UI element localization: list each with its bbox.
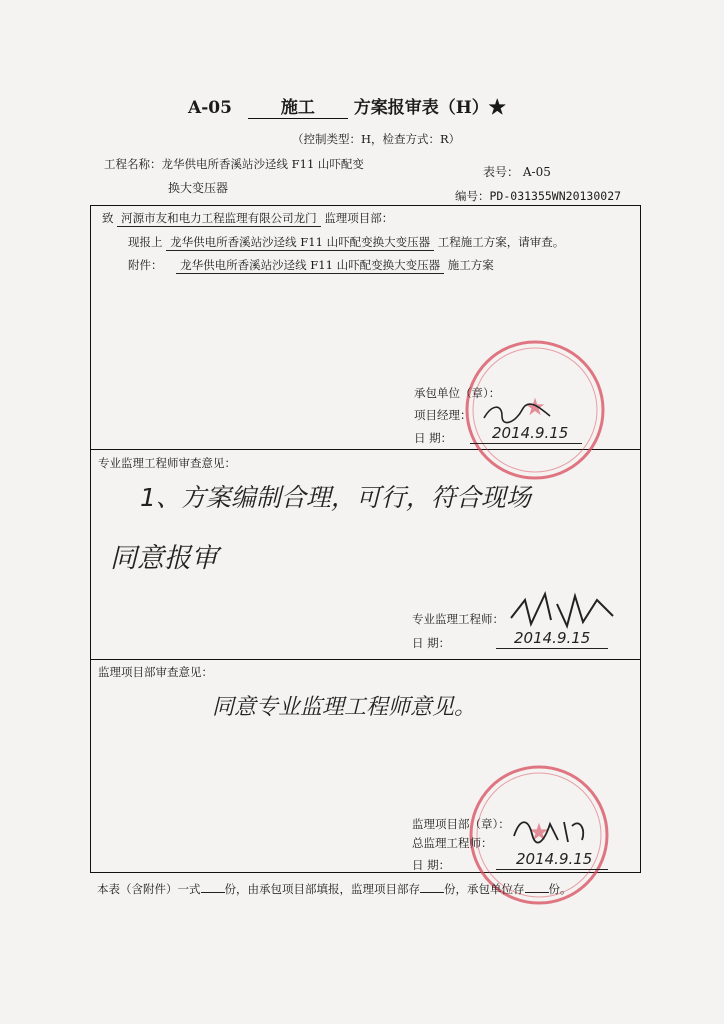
project-manager-label: 项目经理： — [414, 408, 472, 422]
addressee-line — [102, 210, 393, 227]
attachment-project: 龙华供电所香溪站沙迳线 F11 山吓配变换大变压器 — [176, 257, 444, 274]
section2-date-label: 日 期： — [412, 636, 451, 650]
submission-line — [128, 234, 564, 251]
engineer-opinion-heading: 专业监理工程师审查意见： — [98, 456, 236, 470]
project-name-row — [104, 156, 364, 172]
form-title — [188, 93, 506, 119]
serial-label: 编号： — [455, 189, 490, 203]
footer-part1: 本表（含附件）一式 — [97, 882, 201, 896]
footer-blank-total — [201, 892, 225, 893]
form-number-row — [483, 163, 551, 180]
chief-engineer-signature — [510, 812, 590, 846]
addressee-prefix: 致 — [102, 211, 114, 225]
serial-row — [455, 188, 621, 204]
form-number-label: 表号： — [483, 165, 520, 179]
project-name-label: 工程名称： — [104, 157, 162, 171]
section2-date-underline — [496, 648, 608, 649]
svg-text:★: ★ — [524, 393, 546, 421]
contractor-label: 承包单位（章）： — [414, 386, 501, 400]
form-type-fill: 施工 — [248, 93, 348, 119]
dept-opinion-heading: 监理项目部审查意见： — [98, 665, 213, 679]
footer-blank-contractor — [525, 892, 549, 893]
serial-value: PD-031355WN20130027 — [489, 189, 622, 203]
section-divider-2 — [90, 659, 641, 660]
form-code: A-05 — [188, 98, 232, 118]
section2-date-value: 2014.9.15 — [514, 629, 591, 647]
footer-part4: 份。 — [548, 882, 572, 896]
section1-date-value: 2014.9.15 — [492, 424, 569, 442]
section1-date-underline — [470, 443, 582, 444]
svg-text:★: ★ — [528, 818, 550, 846]
footer-blank-dept — [420, 892, 444, 893]
section3-date-value: 2014.9.15 — [516, 850, 593, 868]
attachment-suffix: 施工方案 — [447, 258, 494, 272]
project-manager-signature — [478, 400, 558, 426]
project-name-line1: 龙华供电所香溪站沙迳线 F11 山吓配变 — [161, 157, 364, 171]
engineer-label: 专业监理工程师： — [412, 612, 504, 626]
form-number-value: A-05 — [522, 165, 551, 179]
submission-project: 龙华供电所香溪站沙迳线 F11 山吓配变换大变压器 — [166, 234, 434, 251]
attachment-label: 附件： — [128, 258, 163, 272]
addressee-org: 河源市友和电力工程监理有限公司龙门 — [117, 210, 321, 227]
chief-engineer-label: 总监理工程师： — [412, 836, 493, 850]
footer-note — [97, 881, 572, 897]
footer-part2: 份，由承包项目部填报，监理项目部存 — [224, 882, 420, 896]
section1-date-label: 日 期： — [414, 431, 453, 445]
dept-opinion-text: 同意专业监理工程师意见。 — [212, 695, 477, 720]
addressee-suffix: 监理项目部： — [324, 211, 394, 225]
form-subtitle: （控制类型：H，检查方式：R） — [292, 132, 461, 146]
footer-part3: 份，承包单位存 — [444, 882, 525, 896]
dept-stamp-label: 监理项目部（章）： — [412, 817, 510, 831]
engineer-opinion-line1: 1、方案编制合理，可行，符合现场 — [140, 483, 531, 512]
submission-prefix: 现报上 — [128, 235, 163, 249]
section3-date-underline — [496, 869, 608, 870]
submission-suffix: 工程施工方案，请审查。 — [437, 235, 565, 249]
form-title-rest: 方案报审表（H）★ — [353, 98, 506, 118]
project-name-line2: 换大变压器 — [168, 181, 229, 195]
section3-date-label: 日 期： — [412, 858, 451, 872]
engineer-opinion-line2: 同意报审 — [110, 543, 218, 574]
attachment-line — [128, 257, 494, 274]
